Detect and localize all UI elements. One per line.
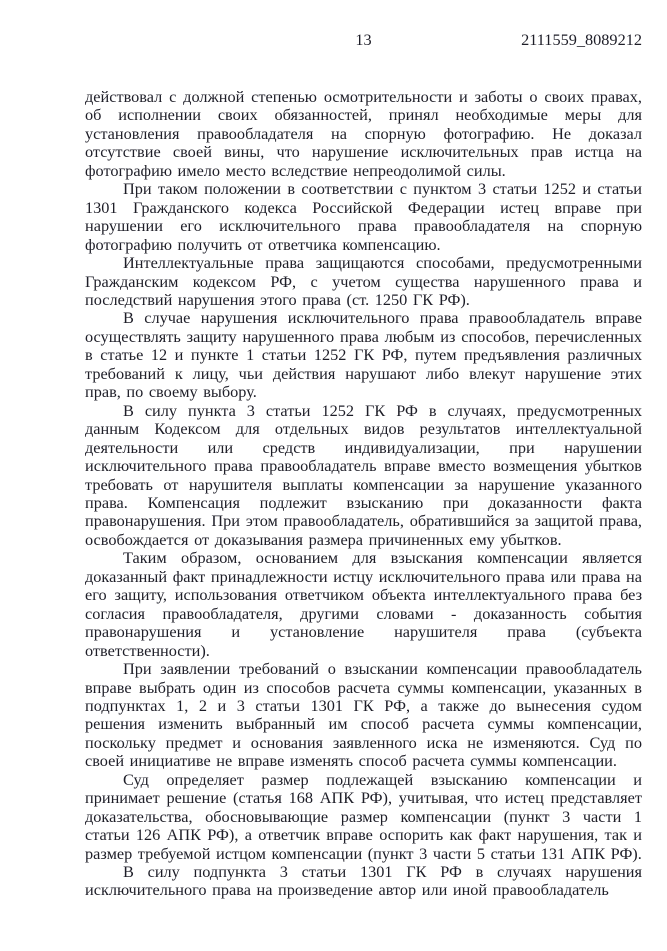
document-body — [85, 88, 642, 900]
paragraph: При заявлении требований о взыскании компенсации правообладатель вправе выбрать один из способов расчета суммы компенсации, указанных в подпунктах 1, 2 и 3 статьи 1301 ГК РФ, а также до вынесения судом решения изменить выбранный им способ расчета суммы компенсации, поскольку предмет и основания заявленного иска не изменяются. Суд по своей инициативе не вправе изменять способ расчета суммы компенсации. — [85, 659, 642, 771]
paragraph: Суд определяет размер подлежащей взысканию компенсации и принимает решение (статья 168 АПК РФ), учитывая, что истец представляет доказательства, обосновывающие размер компенсации (пункт 3 части 1 статьи 126 АПК РФ), а ответчик вправе оспорить как факт нарушения, так и размер требуемой истцом компенсации (пункт 3 части 5 статьи 131 АПК РФ). — [85, 769, 642, 863]
text-block — [85, 31, 642, 900]
paragraph: Интеллектуальные права защищаются способами, предусмотренными Гражданским кодексом РФ, с учетом существа нарушенного права и последствий нарушения этого права (ст. 1250 ГК РФ). — [85, 253, 642, 309]
case-document-number: 2111559_8089212 — [521, 30, 642, 49]
paragraph: действовал с должной степенью осмотрительности и заботы о своих правах, об исполнении своих обязанностей, принял необходимые меры для установления правообладателя на спорную фотографию. Не доказал отсутствие своей вины, что нарушение исключительных прав истца на фотографию имело место вследствие непреодолимой силы. — [85, 87, 642, 180]
page-header — [85, 31, 642, 51]
paragraph: При таком положении в соответствии с пунктом 3 статьи 1252 и статьи 1301 Гражданского кодекса Российской Федерации истец вправе при нарушении его исключительного права правообладателя на спорную фотографию получить от ответчика компенсацию. — [85, 179, 642, 254]
paragraph: Таким образом, основанием для взыскания компенсации является доказанный факт принадлежности истцу исключительного права или права на его защиту, использования ответчиком объекта интеллектуального права без согласия правообладателя, другими словами - доказанность события правонарушения и установление нарушителя права (субъекта ответственности). — [85, 548, 642, 660]
paragraph: В случае нарушения исключительного права правообладатель вправе осуществлять защиту нарушенного права любым из способов, перечисленных в статье 12 и пункте 1 статьи 1252 ГК РФ, путем предъявления различных требований к лицу, чьи действия нарушают либо влекут нарушение этих прав, по своему выбору. — [85, 308, 642, 402]
paragraph: В силу подпункта 3 статьи 1301 ГК РФ в случаях нарушения исключительного права на произведение автор или иной правообладатель — [85, 862, 642, 900]
page-number: 13 — [355, 30, 372, 49]
paragraph: В силу пункта 3 статьи 1252 ГК РФ в случаях, предусмотренных данным Кодексом для отдельных видов результатов интеллектуальной деятельности или средств индивидуализации, при нарушении исключительного права правообладатель вправе вместо возмещения убытков требовать от нарушителя выплаты компенсации за нарушение указанного права. Компенсация подлежит взысканию при доказанности факта правонарушения. При этом правообладатель, обратившийся за защитой права, освобождается от доказывания размера причиненных ему убытков. — [85, 400, 642, 549]
